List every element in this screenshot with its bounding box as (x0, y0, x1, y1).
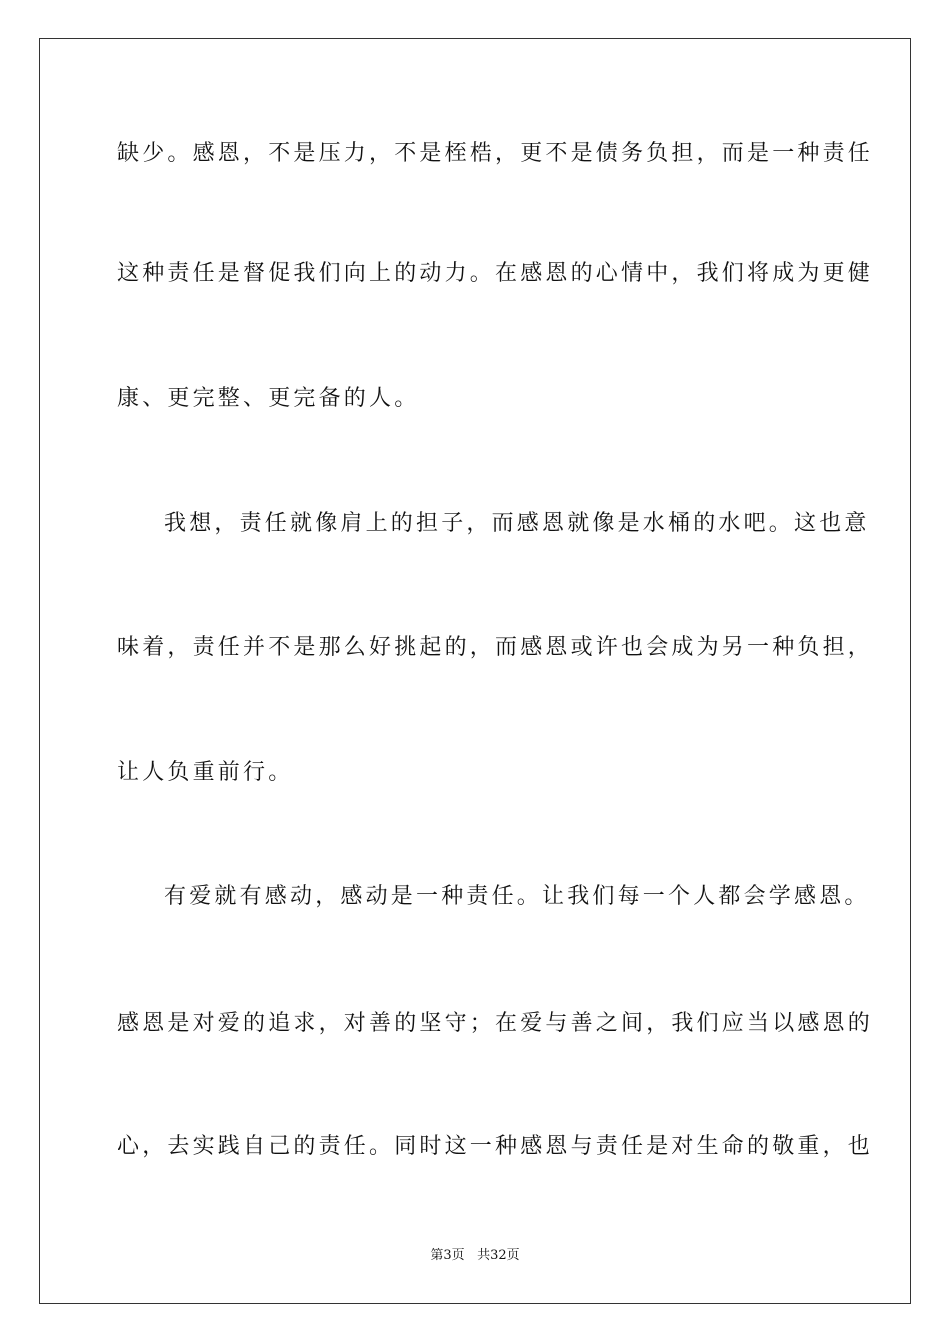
text-line-4: 我想，责任就像肩上的担子，而感恩就像是水桶的水吧。这也意 (164, 511, 870, 536)
page-number: 第3页 (430, 1248, 465, 1263)
text-line-7: 有爱就有感动，感动是一种责任。让我们每一个人都会学感恩。 (164, 884, 870, 909)
text-line-1: 缺少。感恩，不是压力，不是桎梏，更不是债务负担，而是一种责任 (117, 141, 874, 166)
text-line-6: 让人负重前行。 (117, 760, 294, 785)
page-border (39, 38, 911, 1304)
text-line-8: 感恩是对爱的追求，对善的坚守；在爱与善之间，我们应当以感恩的 (117, 1011, 874, 1036)
page-footer (0, 1247, 950, 1265)
text-line-9: 心，去实践自己的责任。同时这一种感恩与责任是对生命的敬重，也 (117, 1134, 874, 1159)
text-line-5: 味着，责任并不是那么好挑起的，而感恩或许也会成为另一种负担， (117, 635, 874, 660)
text-line-2: 这种责任是督促我们向上的动力。在感恩的心情中，我们将成为更健 (117, 261, 874, 286)
page-total: 共32页 (477, 1248, 520, 1263)
text-line-3: 康、更完整、更完备的人。 (117, 386, 420, 411)
